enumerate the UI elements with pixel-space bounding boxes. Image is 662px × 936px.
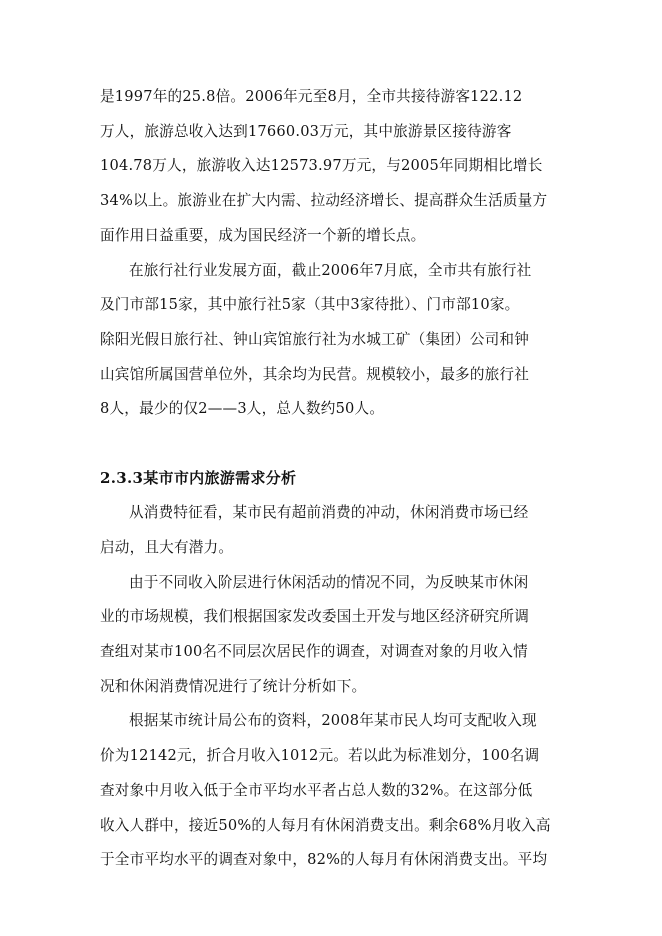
paragraph-4-line: 业的市场规模，我们根据国家发改委国土开发与地区经济研究所调	[100, 608, 530, 625]
paragraph-2-line: 除阳光假日旅行社、钟山宾馆旅行社为水城工矿（集团）公司和钟	[100, 331, 530, 348]
paragraph-2-line: 山宾馆所属国营单位外，其余均为民营。规模较小，最多的旅行社	[100, 366, 530, 383]
paragraph-1-line: 34%以上。旅游业在扩大内需、拉动经济增长、提高群众生活质量方	[100, 192, 548, 209]
paragraph-1-line: 万人，旅游总收入达到17660.03万元，其中旅游景区接待游客	[100, 123, 512, 140]
paragraph-4-line: 由于不同收入阶层进行休闲活动的情况不同，为反映某市休闲	[129, 574, 529, 591]
section-heading: 2.3.3某市市内旅游需求分析	[100, 469, 297, 487]
paragraph-2-line: 在旅行社行业发展方面，截止2006年7月底，全市共有旅行社	[129, 262, 532, 279]
paragraph-4-line: 查组对某市100名不同层次居民作的调查，对调查对象的月收入情	[100, 643, 528, 660]
paragraph-1-line: 104.78万人，旅游收入达12573.97万元，与2005年同期相比增长	[100, 157, 543, 174]
paragraph-2-line: 8人，最少的仅2——3人，总人数约50人。	[100, 400, 385, 417]
paragraph-5-line: 根据某市统计局公布的资料，2008年某市民人均可支配收入现	[129, 712, 537, 729]
paragraph-5-line: 收入人群中，接近50%的人每月有休闲消费支出。剩余68%月收入高	[100, 817, 551, 834]
paragraph-5-line: 价为12142元，折合月收入1012元。若以此为标准划分，100名调	[100, 747, 540, 764]
paragraph-1-line: 面作用日益重要，成为国民经济一个新的增长点。	[100, 227, 426, 244]
paragraph-3-line: 启动，且大有潜力。	[100, 539, 234, 556]
paragraph-5-line: 于全市平均水平的调查对象中，82%的人每月有休闲消费支出。平均	[100, 851, 548, 868]
paragraph-2-line: 及门市部15家，其中旅行社5家（其中3家待批）、门市部10家。	[100, 296, 520, 313]
paragraph-4-line: 况和休闲消费情况进行了统计分析如下。	[100, 678, 367, 695]
paragraph-1-line: 是1997年的25.8倍。2006年元至8月，全市共接待游客122.12	[100, 88, 523, 105]
paragraph-3-line: 从消费特征看，某市民有超前消费的冲动，休闲消费市场已经	[129, 504, 529, 521]
paragraph-5-line: 查对象中月收入低于全市平均水平者占总人数的32%。在这部分低	[100, 782, 533, 799]
